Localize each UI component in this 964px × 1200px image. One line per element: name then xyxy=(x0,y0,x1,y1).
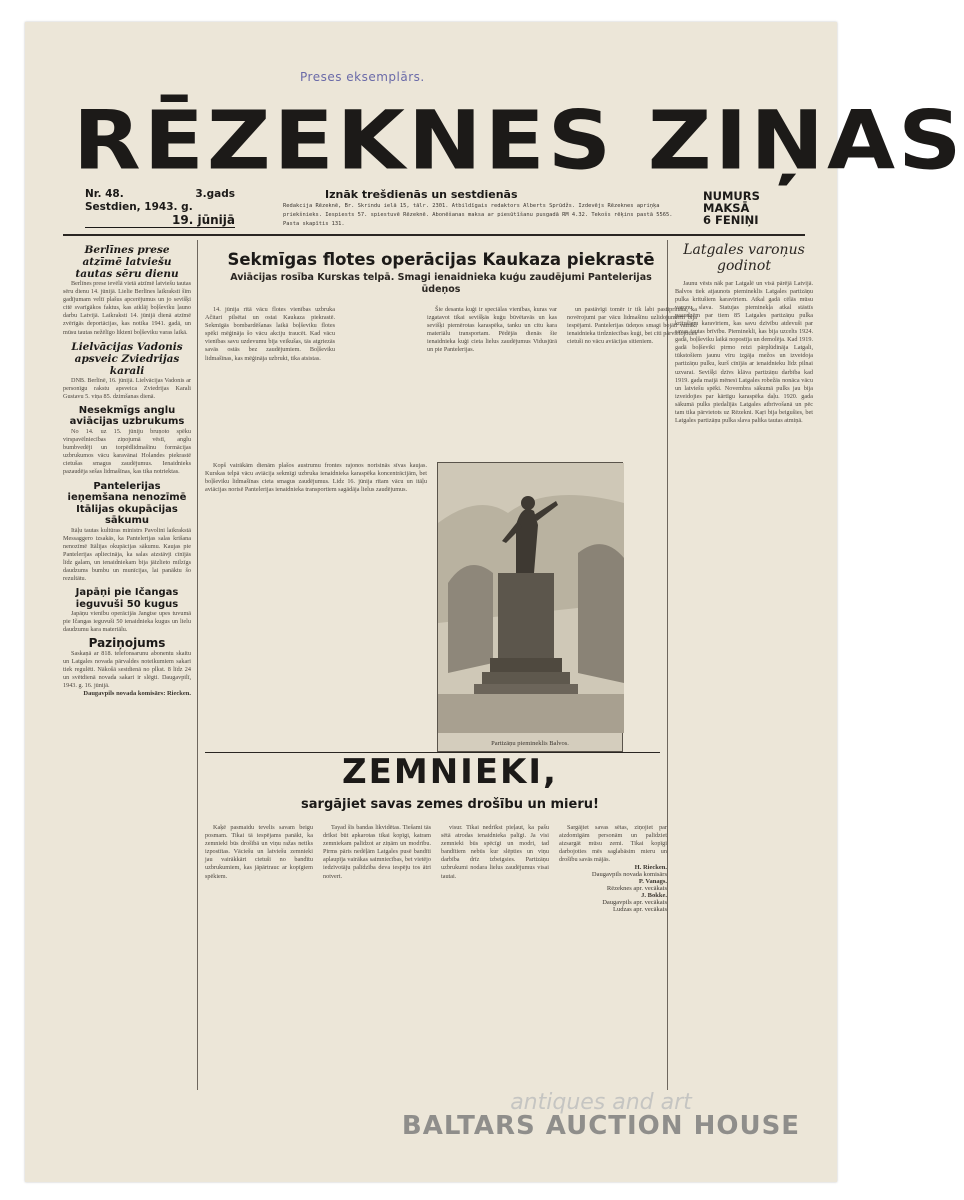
issue-info xyxy=(85,188,235,228)
appeal-column xyxy=(441,824,549,913)
signature: J. Bokke. xyxy=(641,892,667,900)
news-text: Itāļu tautas kultūras ministrs Pavolini laikrakstā Messaggero izsakās, ka Pantelerijas salas krišana nenozīmē Itālijas okupācijas sākumu. Kaujas pie Pantelerijas apliecināja, ka salas aizstāvji cīnījās līdz galam, un ienaidniekam bija jāizlieto milzīgs daudzums bumbu un munīcijas, lai panāktu šo rezultātu. xyxy=(63,526,191,583)
monument-photo xyxy=(437,462,623,752)
news-text: DNB. Berlīnē, 16. jūnijā. Lielvācijas Vadonis ar personīgu rakstu apsveica Zviedrijas Karali Gustavu 5. viņa 85. dzimšanas dienā. xyxy=(63,376,191,400)
right-article-text: Jaunu vēsts nāk par Latgalē un visā pārējā Latvijā. Balvos tiek atjaunots piemineklis Latgales partizāņu pulka kritušiem karavīriem. Atkal gadā cēlās mūsu varoņu slava. Statujas pieminekļa atkal stāstīs paaudzēm par tiem 85 Latgales partizāņu pulka kritušiem karavīriem, kas savu dzīvību atdevuši par savas tautas brīvību. Pieminekli, kas bija uzcelts 1924. gadā, boļševiku laikā nopostīja un demolēja. Kad 1919. gadā boļševiki pirmo reizi pārplūdināja Latgali, tūkstošiem jaunu vīru izgāja mežos un izveidoja partizāņu pulku, kurš cīnījās ar ienaidnieku līdz pilnai uzvarai. Sevišķi dzīvs klāva partizāņu darbība kad 1919. gada maijā mēnesī Latgales robežās nonāca vācu un latviešu spēki. Novembra sākumā pulks jau bija izveidojies par kārtīgu karaspēka daļu. 1920. gada sākumā pulks piedalījās Latgales atbrīvošanā un pēc tam tika pārvietots uz Rēzekni. Kaŗi bija beigušies, bet Latgales partizāņu pulka slava palika tautas atmiņā. xyxy=(675,280,813,424)
main-headline: Sekmīgas flotes operācijas Kaukaza piekrastē xyxy=(227,250,655,269)
press-copy-stamp: Preses eksemplārs. xyxy=(300,70,425,84)
auction-watermark xyxy=(401,1090,801,1141)
price-line: MAKSĀ xyxy=(703,201,750,215)
signature-title: Daugavpils apr. vecākais xyxy=(602,899,667,907)
right-headline: Latgales varoņus godinot xyxy=(683,242,805,274)
appeal-column xyxy=(205,824,313,913)
signature: P. Vanags. xyxy=(638,878,667,886)
signature-title: Ludzas apr. vecākais xyxy=(613,906,667,914)
header-rule xyxy=(63,234,805,236)
issue-year: 3.gads xyxy=(195,188,235,200)
publication-frequency: Iznāk trešdienās un sestdienās xyxy=(325,188,518,201)
newspaper-page xyxy=(25,22,964,1182)
article-column: 14. jūnija rītā vācu flotes vienības uzbruka Ačitari pilsētai un ostai Kaukaza piekrastē. Sekmīgās bombardēšanas laikā boļševiku flotes spēki mēģināja šo vācu akciju traucēt. Kad vācu vienības savu uzdevumu bija veikušas, tās atgriezās savās ostās bez zaudējumiem. Boļševiku lidmašīnas, kas mēģināja uzbrukt, tika atsistas. xyxy=(205,306,335,362)
issue-date: 19. jūnijā xyxy=(85,214,235,228)
left-news-column xyxy=(63,244,191,701)
appeal-text: visur. Tikai nedrīkst pieļaut, ka pašu sētā atrodas ienaidnieka palīgi. Ja visi zemnieki būs spēcīgi un modri, tad bandītiem nebūs kur slēpties un viņu darbība drīz izbeigsies. Partizāņu uzbrukumi nodara lielus zaudējumus visai tautai. xyxy=(441,824,549,880)
news-headline: Nesekmīgs anglu aviācijas uzbrukums xyxy=(69,404,185,428)
article-column: un pastāvīgi tomēr ir tik labi pastiprināta, ka novērojumi par vācu lidmašīnu uzlidojumiem bija iespējami. Pantelerijas ūdeņos smagi bojāti vairāki ienaidnieka tirdzniecības kuģi, bet citi pārvietojoties cietuši no vācu aviācijas sitieniem. xyxy=(567,306,697,346)
news-item xyxy=(63,405,191,477)
newspaper-masthead: RĒZEKNES ZIŅAS xyxy=(73,93,964,188)
photo-caption: Partizāņu piemineklis Balvos. xyxy=(491,740,569,747)
monument-illustration xyxy=(438,463,624,733)
appeal-body xyxy=(205,824,667,913)
notice-signature: Daugavpils novada komisārs: Riecken. xyxy=(83,690,191,698)
appeal-column xyxy=(559,824,667,913)
news-headline: Japāņi pie Ičangas ieguvuši 50 kugus xyxy=(75,587,179,610)
main-article-body xyxy=(205,306,697,363)
news-text: No 14. uz 15. jūniju bruņoto spēku virspavēlniecības ziņojumā vēstī, anglu bumbvedēji un torpēdlidmašīnu formācijas uzbrukumos vācu karavānai Holandes piekrastē cietušas smagus zaudējumus. Ienaidnieks pazaudēja sešas lidmašīnas, kas tika notriektas. xyxy=(63,427,191,476)
price-line: NUMURS xyxy=(703,189,760,203)
appeal-text: Kaķē pasmaidu tevelis savam beigu posmam. Tikai tā iespējams panākt, ka zemnieki būs drošībā un viņu ražas netiks izpostītas. Vāciešu un latviešu zemnieki jau vairākkārt cietuši no bandītu uzbrukumiem, kas jāpārtrauc ar kopīgiem spēkiem. xyxy=(205,824,313,880)
signature-title: Daugavpils novada komisārs xyxy=(591,871,667,879)
watermark-line: BALTARS AUCTION HOUSE xyxy=(401,1111,801,1141)
main-subheadline: Aviācijas rosība Kurskas telpā. Smagi ienaidnieka kuģu zaudējumi Pantelerijas ūdeņos xyxy=(230,272,652,295)
news-headline: Pantelerijas ieņemšana nenozīmē Itālijas okupācijas sākumu xyxy=(67,480,187,526)
watermark-line: antiques and art xyxy=(510,1090,692,1115)
issue-number: Nr. 48. xyxy=(85,188,124,200)
article-column: Kopš vairākām dienām plašos austrumu frontes rajonos norisinās sīvas kaujas. Kurskas telpā vācu aviācija sekmīgi uzbruka ienaidnieka karaspēka koncentrācijām, bet boļševiku lidmašīnas cieta smagus zaudējumus. Lidz 16. jūnija rītam vācu un itāļu aviācijas norisē Pantelerijas ienaidnieka transportiem sagādāja lielus zaudējumus. xyxy=(205,462,427,494)
editorial-info: Redakcija Rēzeknē, Br. Skrindu ielā 15, tālr. 2301. Atbildīgais redaktors Alberts Sprūdžs. Izdevējs Rēzeknes apriņķa priekšnieks. Iespiests 57. spiestuvē Rēzeknē. Abonēšanas maksa ar piesūtīšanu pusgadā RM 4.32. Tekošs rēķins pastā 5565. Pasta skapītis 131. xyxy=(283,203,673,227)
column-divider xyxy=(667,240,668,1090)
news-text: Japāņu vienību operācijās Jangtse upes tuvumā pie Ičangas ieguvuši 50 ienaidnieka kugus un lielu daudzumu kara materiālu. xyxy=(63,610,191,634)
signature-title: Rēzeknes apr. vecākais xyxy=(606,885,667,893)
appeal-text: Tayad šīs bandas likvidētas. Tiešami tās drīkst būt apkarotas tikai kopīgi, katram zemniekam palīdzot ar ziņām un modrību. Pirms pāris nedēļām Latgales pusē bandīti aplaupīja vairākas saimniecības, bet vietējo iedzīvotāju palīdzība deva iespēju tos ātri notvert. xyxy=(323,824,431,880)
issue-weekday: Sestdien, 1943. g. xyxy=(85,201,193,213)
news-headline: Lielvācijas Vadonis apsveic Zviedrijas karali xyxy=(71,340,183,377)
news-item xyxy=(63,638,191,697)
article-column: Šie desanta kuģi ir speciālas vienības, kuras var izgatavot tikai sevišķās kuģu būvētavās un kas sevišķi piemērotas karaspēka, tanku un citu kara materiālu transportam. Pēdējās dienās šie ienaidnieka kuģi cieta lielus zaudējumus Vidusjūrā un pie Pantelerijas. xyxy=(427,306,557,354)
appeal-headline: ZEMNIEKI, xyxy=(342,752,558,792)
price-line: 6 FENIŅI xyxy=(703,213,759,227)
signature: H. Riecken. xyxy=(634,864,667,872)
news-item xyxy=(63,341,191,401)
news-text: Berlīnes prese ievēlā vietā atzīmē latviešu tautas sēru dienu 14. jūnijā. Lielie Berlīnes laikraksti šīm gadījumam veltī plašus apcerējumus un jo sevišķi citē svarīgākos faktus, kas atklāj boļševiku ļauno darbu Latvijā. Laikraksti 14. jūnijā dienā atzīmē zvērīgās deportācijas, kas notika 1941. gadā, un mūsu tautas nežēlīgo liktenī boļševiku varas laikā. xyxy=(63,280,191,336)
news-headline: Berlīnes prese atzīmē latviešu tautas sēru dienu xyxy=(75,244,179,280)
appeal-column xyxy=(323,824,431,913)
news-item xyxy=(63,244,191,337)
news-text: Saskaņā ar 818. telefonsarunu abonentu skaitu un Latgales novada pārvaldes noteikumiem sakari tiek regulēti. Nākošā sestdienā no plkst. 8 līdz 24 un svētdienā novada sakari ir slēgti. Daugavpilī, 1943. g. 16. jūnijā. xyxy=(63,649,191,690)
appeal-subheadline: sargājiet savas zemes drošību un mieru! xyxy=(301,797,599,812)
column-divider xyxy=(197,240,198,1090)
appeal-text: Sargājiet savas sētas, ziņojiet par aizdomīgām personām un palīdziet aizsargāt mūsu zemi. Tikai kopīgi darbojoties mēs saglabāsim mieru un drošību savās mājās. xyxy=(559,824,667,864)
news-item xyxy=(63,481,191,584)
news-headline: Paziņojums xyxy=(88,636,166,651)
right-news-column xyxy=(675,242,813,425)
news-item xyxy=(63,587,191,634)
price-box xyxy=(703,190,783,226)
